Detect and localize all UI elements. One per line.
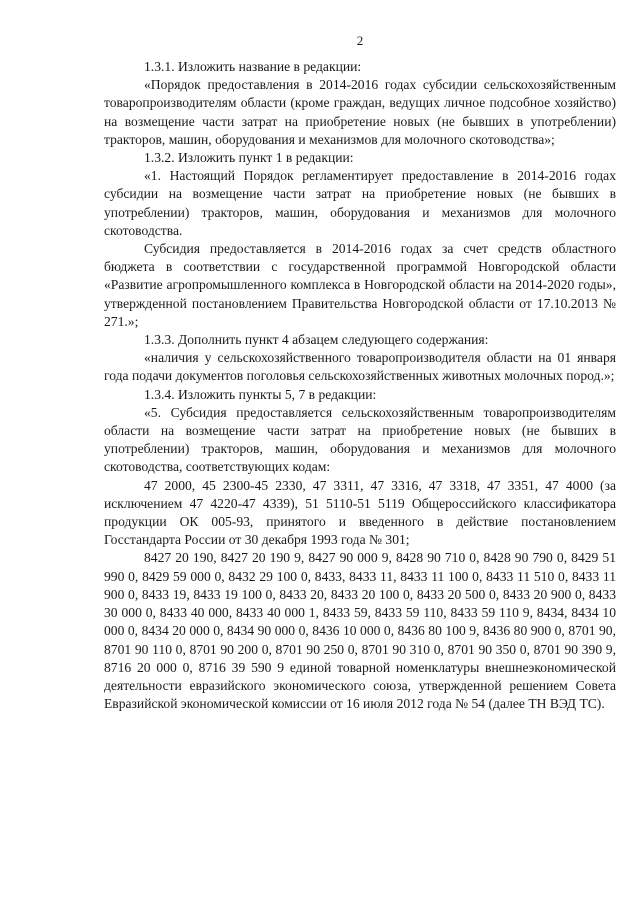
paragraph-1-3-1: 1.3.1. Изложить название в редакции: — [144, 59, 362, 74]
paragraph-subsidy-budget: Субсидия предоставляется в 2014-2016 годах за счет средств областного бюджета в соответствии с государственной программой Новгородской области «Развитие агропромышленного комплекса в Новгородской области на 2014-2020 годы», утвержденной постановлением Правительства Новгородской области от 17.10.2013 № 271.»; — [104, 241, 616, 329]
paragraph-title-quote: «Порядок предоставления в 2014-2016 годах субсидии сельскохозяйственным товаропроизводителям области (кроме граждан, ведущих личное подсобное хозяйство) на возмещение части затрат на приобретение новых (не бывших в употреблении) тракторов, машин, оборудования и механизмов для молочного скотоводства»; — [104, 77, 616, 147]
paragraph-livestock-condition: «наличия у сельскохозяйственного товаропроизводителя области на 01 января года подачи документов поголовья сельскохозяйственных животных молочных пород.»; — [104, 350, 616, 384]
paragraph-okp-codes: 47 2000, 45 2300-45 2330, 47 3311, 47 3316, 47 3318, 47 3351, 47 4000 (за исключением 47 4220-47 4339), 51 5110-51 5119 Общероссийского классификатора продукции ОК 005-93, принятого и введенного в действие постановлением Госстандарта России от 30 декабря 1993 года № 301; — [104, 477, 616, 548]
paragraph-point-1: «1. Настоящий Порядок регламентирует предоставление в 2014-2016 годах субсидии на возмещение части затрат на приобретение новых (не бывших в употреблении) тракторов, машин, оборудования и механизмов для молочного скотоводства. — [104, 168, 616, 238]
paragraph-1-3-2: 1.3.2. Изложить пункт 1 в редакции: — [144, 150, 354, 166]
paragraph-1-3-4: 1.3.4. Изложить пункты 5, 7 в редакции: — [144, 386, 377, 402]
paragraph-1-3-3: 1.3.3. Дополнить пункт 4 абзацем следующего содержания: — [144, 332, 489, 348]
paragraph-point-5: «5. Субсидия предоставляется сельскохозяйственным товаропроизводителям области на возмещение части затрат на приобретение новых (не бывших в употреблении) тракторов, машин, оборудования и механизмов для молочного скотоводства, соответствующих кодам: — [104, 404, 616, 475]
paragraph-tnved-codes: 8427 20 190, 8427 20 190 9, 8427 90 000 9, 8428 90 710 0, 8428 90 790 0, 8429 51 990 0, 8429 59 000 0, 8432 29 100 0, 8433, 8433 11, 8433 11 100 0, 8433 11 510 0, 8433 11 900 0, 8433 19, 8433 19 100 0, 8433 20, 8433 20 100 0, 8433 20 500 0, 8433 20 900 0, 8433 30 000 0, 8433 40 000, 8433 40 000 1, 8433 59, 8433 59 110, 8433 59 110 9, 8434, 8434 10 000 0, 8434 20 000 0, 8434 90 000 0, 8436 10 000 0, 8436 80 100 9, 8436 80 900 0, 8701 90, 8701 90 110 0, 8701 90 200 0, 8701 90 250 0, 8701 90 310 0, 8701 90 350 0, 8701 90 390 9, 8716 20 000 0, 8716 39 590 9 единой товарной номенклатуры внешнеэкономической деятельности евразийского экономического союза, утвержденной решением Совета Евразийской экономической комиссии от 16 июля 2012 года № 54 (далее ТН ВЭД ТС). — [104, 550, 616, 712]
page-number: 2 — [356, 33, 364, 48]
